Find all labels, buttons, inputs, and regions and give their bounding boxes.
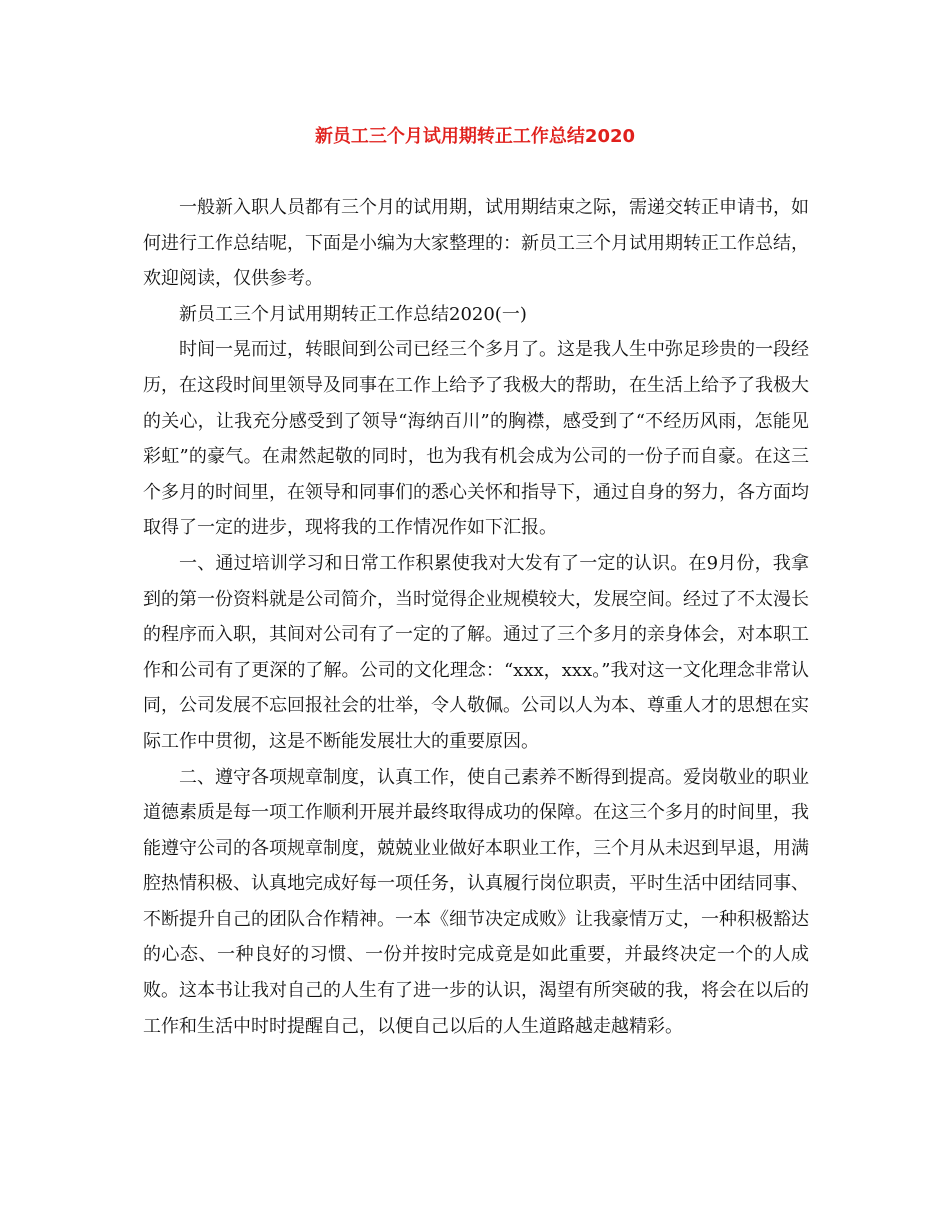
document-title: 新员工三个月试用期转正工作总结2020 [314,126,636,147]
section-heading: 新员工三个月试用期转正工作总结2020(一) [179,303,527,325]
body-paragraph: 二、遵守各项规章制度，认真工作，使自己素养不断得到提高。爱岗敬业的职业道德素质是每一项工作顺利开展并最终取得成功的保障。在这三个多月的时间里，我能遵守公司的各项规章制度，兢兢业业做好本职业工作，三个月从未迟到早退，用满腔热情积极、认真地完成好每一项任务，认真履行岗位职责，平时生活中团结同事、不断提升自己的团队合作精神。一本《细节决定成败》让我豪情万丈，一种积极豁达的心态、一种良好的习惯、一份并按时完成竟是如此重要，并最终决定一个的人成败。这本书让我对自己的人生有了进一步的认识，渴望有所突破的我，将会在以后的工作和生活中时时提醒自己，以便自己以后的人生道路越走越精彩。 [143,766,809,1037]
body-paragraph: 一、通过培训学习和日常工作积累使我对大发有了一定的认识。在9月份，我拿到的第一份资料就是公司简介，当时觉得企业规模较大，发展空间。经过了不太漫长的程序而入职，其间对公司有了一定的了解。通过了三个多月的亲身体会，对本职工作和公司有了更深的了解。公司的文化理念：“xxx，xxx。”我对这一文化理念非常认同，公司发展不忘回报社会的壮举，令人敬佩。公司以人为本、尊重人才的思想在实际工作中贯彻，这是不断能发展壮大的重要原因。 [143,552,809,752]
intro-paragraph: 一般新入职人员都有三个月的试用期，试用期结束之际，需递交转正申请书，如何进行工作总结呢，下面是小编为大家整理的：新员工三个月试用期转正工作总结，欢迎阅读，仅供参考。 [143,197,809,290]
document-body [143,190,809,1044]
body-paragraph: 时间一晃而过，转眼间到公司已经三个多月了。这是我人生中弥足珍贵的一段经历，在这段时间里领导及同事在工作上给予了我极大的帮助，在生活上给予了我极大的关心，让我充分感受到了领导“海纳百川”的胸襟，感受到了“不经历风雨，怎能见彩虹”的豪气。在肃然起敬的同时，也为我有机会成为公司的一份子而自豪。在这三个多月的时间里，在领导和同事们的悉心关怀和指导下，通过自身的努力，各方面均取得了一定的进步，现将我的工作情况作如下汇报。 [143,339,809,539]
